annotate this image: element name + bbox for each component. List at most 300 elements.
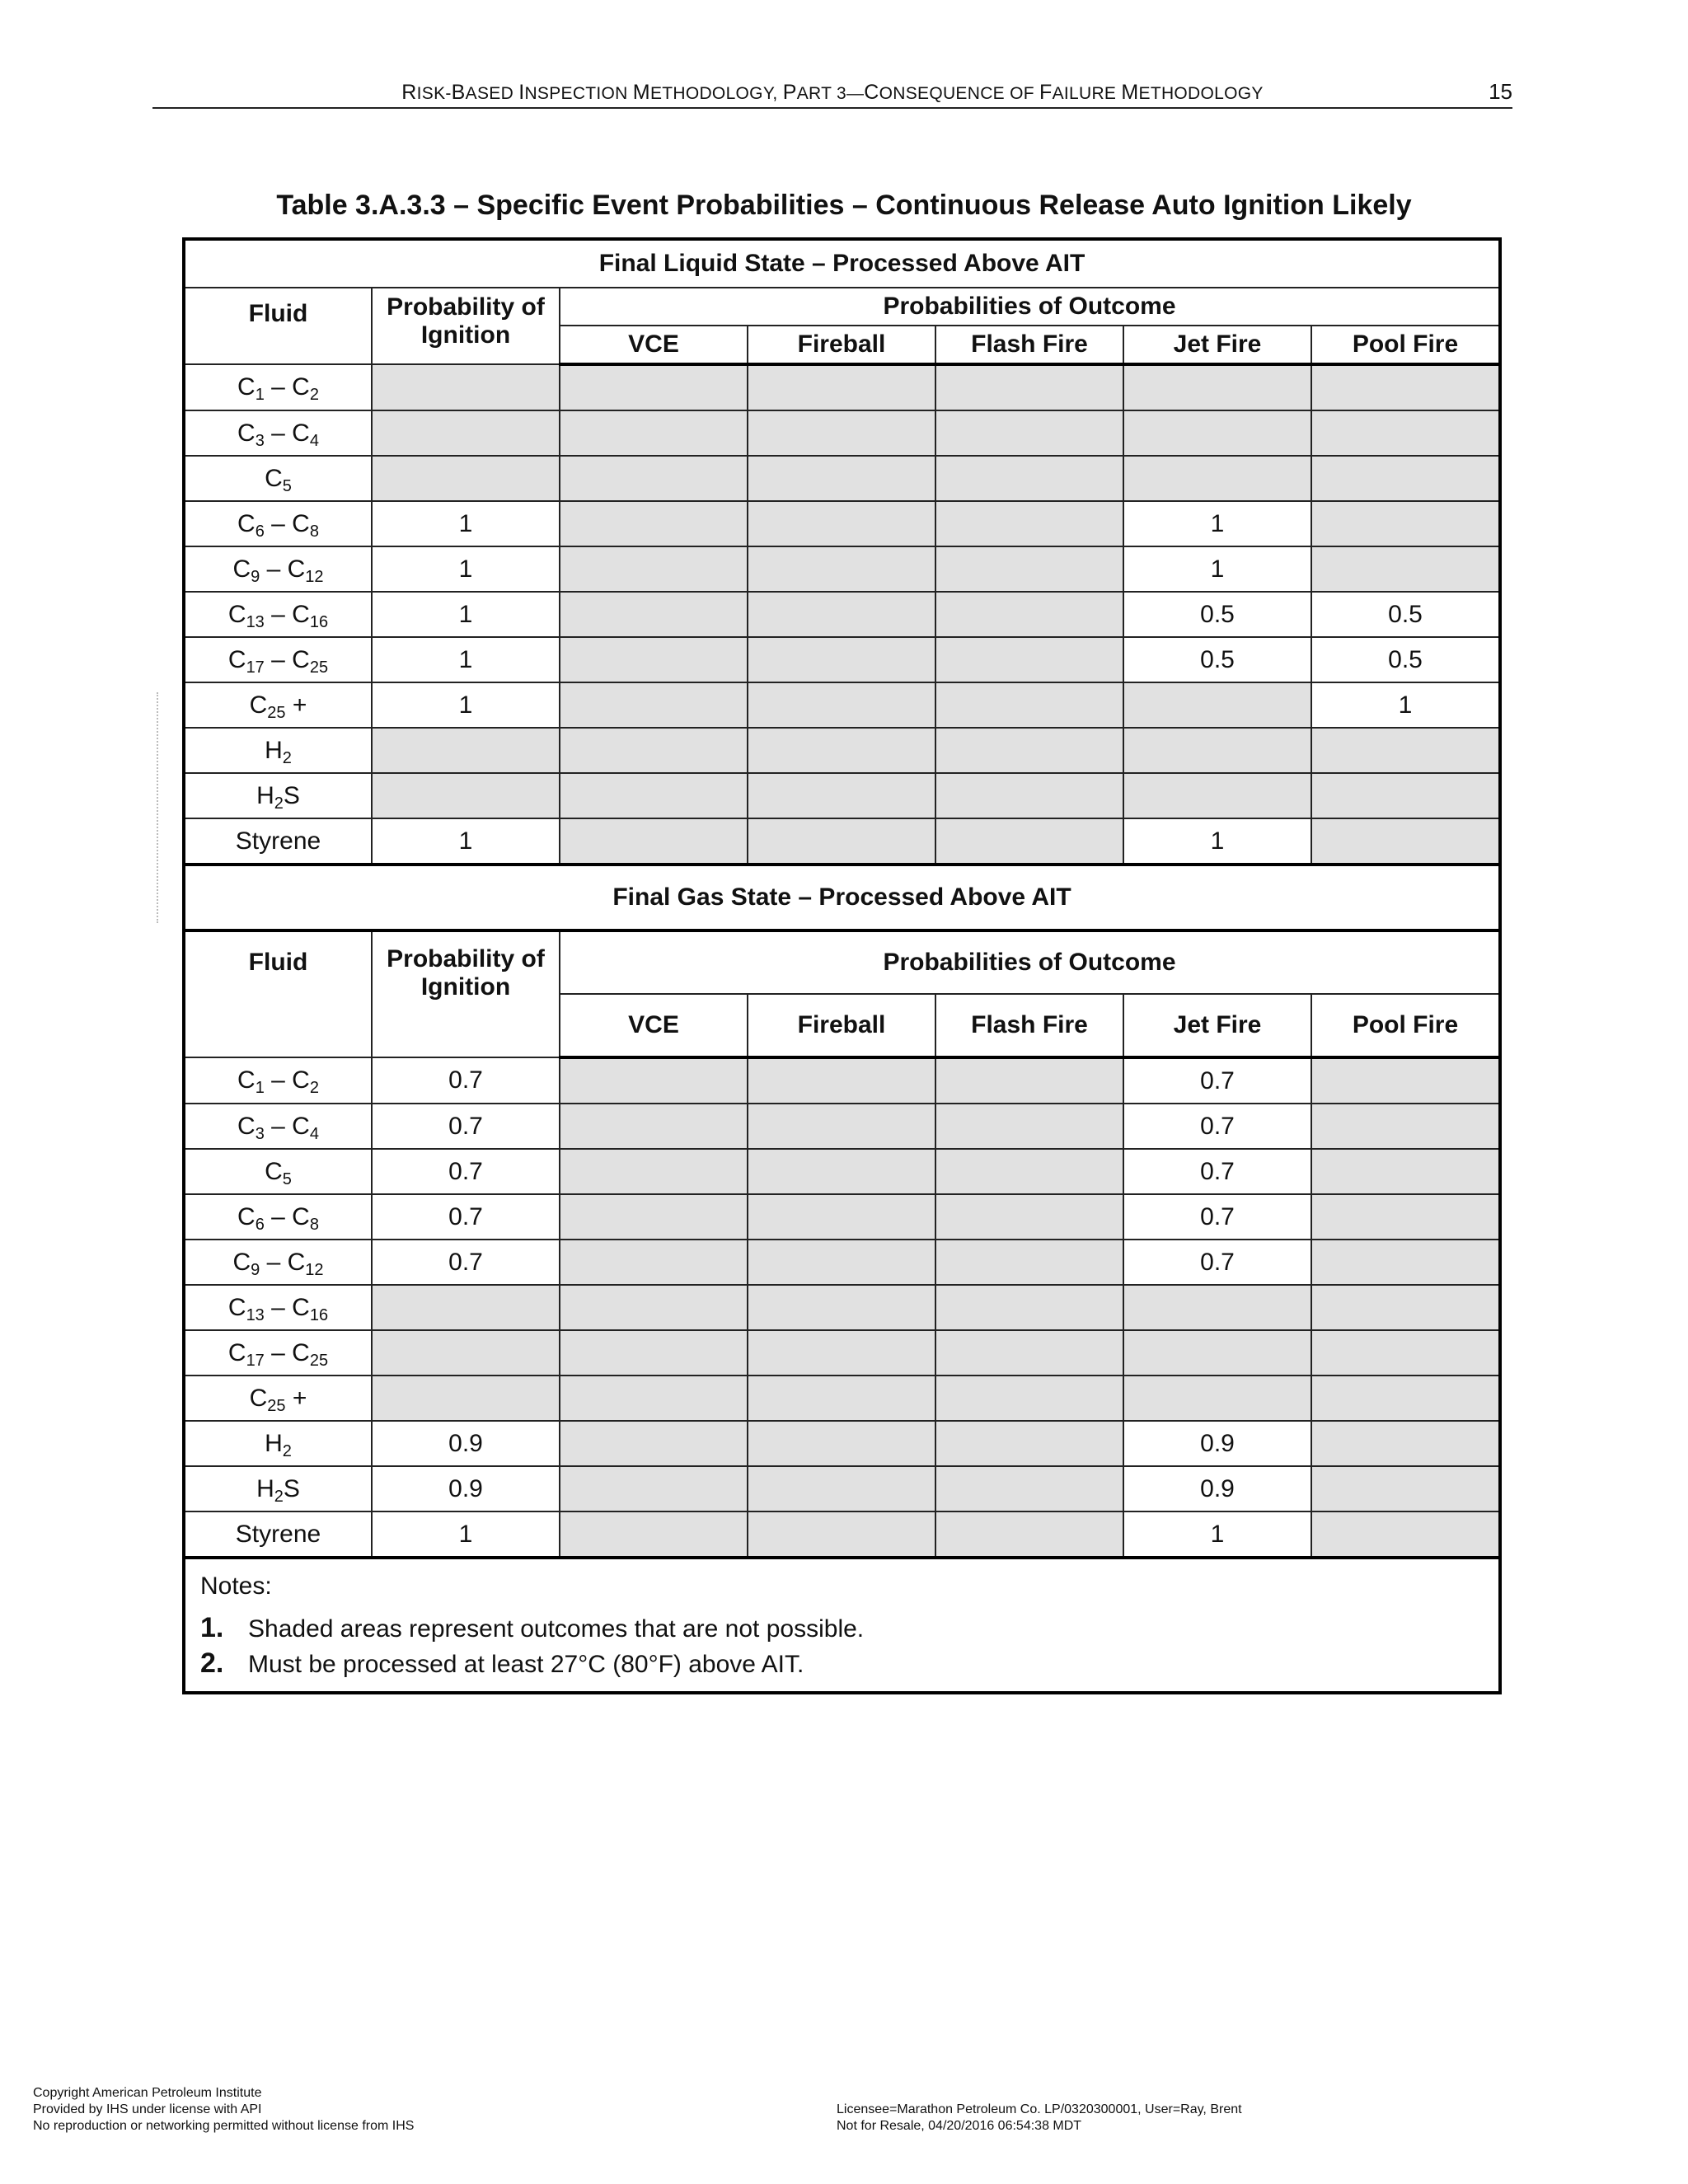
- running-header-title: [152, 81, 1512, 105]
- outcome-cell: [1311, 410, 1500, 456]
- note-text: Shaded areas represent outcomes that are not possible.: [248, 1615, 865, 1643]
- outcome-header-flash-fire: Flash Fire: [935, 326, 1123, 364]
- table-row: [184, 1511, 1500, 1558]
- table-row: [184, 501, 1500, 546]
- fluid-text: H: [265, 736, 283, 764]
- header-title-part: ETHODOLOGY: [1138, 84, 1264, 103]
- outcome-cell: [935, 456, 1123, 501]
- outcome-cell: [1311, 1330, 1500, 1376]
- outcome-cell: [1123, 1285, 1311, 1330]
- outcome-cell: [560, 773, 748, 818]
- outcome-header-pool-fire: Pool Fire: [1311, 994, 1500, 1057]
- outcome-cell: [935, 1104, 1123, 1149]
- outcome-cell: [560, 1330, 748, 1376]
- outcome-cell: [1311, 1376, 1500, 1421]
- header-title-part: ISK-: [416, 84, 452, 103]
- fluid-text: – C: [264, 419, 310, 447]
- outcome-cell: [935, 364, 1123, 410]
- fluid-cell: [184, 1057, 372, 1104]
- outcome-cell: [560, 456, 748, 501]
- outcome-cell: [748, 1104, 935, 1149]
- fluid-subscript: 6: [255, 522, 265, 541]
- table-row: [184, 1421, 1500, 1466]
- table-row: [184, 1466, 1500, 1511]
- outcome-cell: [1123, 773, 1311, 818]
- fluid-text: C: [232, 555, 251, 583]
- notes-cell: [184, 1558, 1500, 1693]
- note-item: [200, 1612, 1498, 1644]
- table-row: [184, 456, 1500, 501]
- fluid-column-header: Fluid: [184, 288, 372, 364]
- fluid-text: – C: [260, 555, 306, 583]
- fluid-subscript: 8: [309, 522, 319, 541]
- header-title-part: I: [518, 81, 525, 104]
- fluid-text: C: [237, 1066, 256, 1094]
- outcome-cell: [935, 1330, 1123, 1376]
- fluid-subscript: 13: [246, 1305, 265, 1324]
- footer-line: Copyright American Petroleum Institute: [33, 2086, 262, 2100]
- fluid-text: C: [232, 1248, 251, 1276]
- outcome-cell: 1: [1123, 546, 1311, 592]
- fluid-subscript: 25: [309, 1351, 329, 1370]
- outcome-cell: [1123, 456, 1311, 501]
- fluid-subscript: 5: [282, 1169, 292, 1188]
- fluid-subscript: 12: [305, 1260, 324, 1279]
- header-title-part: P: [782, 81, 797, 104]
- header-title-part: F: [1039, 81, 1053, 104]
- outcome-cell: [560, 1376, 748, 1421]
- probability-cell: 0.7: [372, 1240, 560, 1285]
- fluid-subscript: 17: [246, 658, 265, 677]
- fluid-subscript: 1: [255, 1079, 265, 1097]
- fluid-cell: [184, 1104, 372, 1149]
- outcome-cell: [560, 1057, 748, 1104]
- outcome-cell: [935, 773, 1123, 818]
- page-header: [152, 79, 1512, 109]
- probability-cell: [372, 773, 560, 818]
- header-title-part: M: [1121, 81, 1139, 104]
- probability-cell: 1: [372, 592, 560, 637]
- outcome-cell: [1311, 1285, 1500, 1330]
- fluid-text: – C: [264, 645, 310, 673]
- probability-header-line: Probability of: [387, 945, 545, 972]
- header-title-part: ETHODOLOGY,: [649, 84, 783, 103]
- outcome-cell: [748, 1194, 935, 1240]
- footer-line: Provided by IHS under license with API: [33, 2102, 262, 2116]
- outcome-cell: [1311, 1149, 1500, 1194]
- outcome-cell: 0.7: [1123, 1149, 1311, 1194]
- outcome-cell: [560, 682, 748, 728]
- outcome-cell: [560, 364, 748, 410]
- fluid-text: C: [237, 373, 256, 401]
- fluid-text: – C: [264, 373, 310, 401]
- fluid-column-header: Fluid: [184, 930, 372, 1057]
- probability-cell: [372, 1285, 560, 1330]
- fluid-text: – C: [264, 600, 310, 628]
- outcome-cell: [560, 728, 748, 773]
- fluid-cell: [184, 1149, 372, 1194]
- fluid-subscript: 2: [274, 1487, 284, 1506]
- outcome-cell: [748, 1421, 935, 1466]
- outcome-cell: [1311, 456, 1500, 501]
- fluid-cell: [184, 592, 372, 637]
- outcome-cell: [1311, 818, 1500, 865]
- outcome-cell: [748, 728, 935, 773]
- fluid-cell: [184, 1376, 372, 1421]
- outcome-cell: [560, 818, 748, 865]
- probability-cell: 0.7: [372, 1057, 560, 1104]
- outcome-cell: [1123, 410, 1311, 456]
- fluid-cell: [184, 546, 372, 592]
- note-number: 1.: [200, 1612, 224, 1643]
- outcome-cell: 0.7: [1123, 1240, 1311, 1285]
- outcome-cell: 0.9: [1123, 1421, 1311, 1466]
- section-title-row: [184, 239, 1500, 288]
- outcome-cell: [935, 1421, 1123, 1466]
- outcome-cell: [935, 1466, 1123, 1511]
- probability-cell: 0.7: [372, 1194, 560, 1240]
- outcome-cell: [935, 1511, 1123, 1558]
- fluid-subscript: 1: [255, 386, 265, 404]
- outcome-cell: [560, 1240, 748, 1285]
- footer-line: Licensee=Marathon Petroleum Co. LP/0320300001, User=Ray, Brent: [837, 2102, 1242, 2116]
- probability-cell: 1: [372, 682, 560, 728]
- note-item: [200, 1647, 1498, 1680]
- fluid-subscript: 17: [246, 1351, 265, 1370]
- probability-cell: [372, 410, 560, 456]
- probability-of-ignition-header: [372, 288, 560, 364]
- probability-cell: 1: [372, 637, 560, 682]
- outcome-header-vce: VCE: [560, 326, 748, 364]
- outcome-cell: [748, 818, 935, 865]
- outcome-cell: [748, 682, 935, 728]
- outcome-cell: [1311, 773, 1500, 818]
- fluid-subscript: 16: [309, 612, 329, 631]
- table-row: [184, 773, 1500, 818]
- table-row: [184, 1057, 1500, 1104]
- fluid-subscript: 2: [282, 1441, 292, 1460]
- notes-row: [184, 1558, 1500, 1693]
- outcome-cell: [935, 1057, 1123, 1104]
- header-title-part: ASED: [465, 84, 519, 103]
- probability-header-line: Ignition: [420, 321, 511, 349]
- fluid-subscript: 5: [282, 476, 292, 495]
- fluid-text: C: [237, 1202, 256, 1230]
- fluid-subscript: 13: [246, 612, 265, 631]
- probability-cell: 1: [372, 501, 560, 546]
- outcome-cell: [1123, 364, 1311, 410]
- fluid-text: – C: [264, 1066, 310, 1094]
- fluid-subscript: 25: [267, 1396, 286, 1415]
- fluid-text: Styrene: [235, 827, 321, 855]
- section-title: Final Gas State – Processed Above AIT: [184, 865, 1500, 930]
- fluid-text: C: [237, 1112, 256, 1140]
- probability-cell: [372, 364, 560, 410]
- outcome-cell: 0.7: [1123, 1194, 1311, 1240]
- outcome-cell: [1123, 728, 1311, 773]
- outcome-cell: [748, 1376, 935, 1421]
- outcome-cell: [935, 410, 1123, 456]
- fluid-text: H: [256, 1474, 274, 1502]
- fluid-text: C: [237, 509, 256, 537]
- outcome-cell: [1311, 728, 1500, 773]
- outcome-cell: [748, 1149, 935, 1194]
- fluid-text: C: [227, 1338, 246, 1366]
- table-row: [184, 364, 1500, 410]
- fluid-text: +: [285, 1384, 307, 1412]
- probability-cell: 0.7: [372, 1149, 560, 1194]
- fluid-subscript: 6: [255, 1215, 265, 1234]
- outcome-cell: [560, 1511, 748, 1558]
- section-title-row: [184, 865, 1500, 930]
- fluid-cell: [184, 364, 372, 410]
- outcome-cell: [935, 1240, 1123, 1285]
- outcome-cell: [748, 1285, 935, 1330]
- table-row: [184, 1240, 1500, 1285]
- fluid-subscript: 2: [309, 1079, 319, 1097]
- outcome-cell: [748, 1466, 935, 1511]
- table-row: [184, 1194, 1500, 1240]
- column-header-row: [184, 930, 1500, 994]
- fluid-text: S: [283, 1474, 300, 1502]
- fluid-text: S: [283, 781, 300, 809]
- fluid-cell: [184, 773, 372, 818]
- fluid-subscript: 3: [255, 1124, 265, 1143]
- outcome-cell: 1: [1123, 1511, 1311, 1558]
- note-number: 2.: [200, 1647, 224, 1679]
- outcome-cell: 0.5: [1123, 592, 1311, 637]
- fluid-subscript: 2: [274, 794, 284, 813]
- fluid-text: C: [237, 419, 256, 447]
- fluid-text: C: [227, 1293, 246, 1321]
- fluid-cell: [184, 1511, 372, 1558]
- page-number: 15: [1489, 79, 1512, 104]
- outcome-cell: [748, 773, 935, 818]
- outcome-cell: 0.5: [1123, 637, 1311, 682]
- notes-label: Notes:: [200, 1572, 272, 1600]
- outcome-cell: [1123, 1376, 1311, 1421]
- outcome-cell: [1311, 364, 1500, 410]
- header-title-part: AILURE: [1052, 84, 1122, 103]
- outcome-header-flash-fire: Flash Fire: [935, 994, 1123, 1057]
- outcome-cell: [935, 1285, 1123, 1330]
- probability-cell: [372, 1330, 560, 1376]
- table-row: [184, 410, 1500, 456]
- outcome-cell: [748, 546, 935, 592]
- fluid-subscript: 25: [309, 658, 329, 677]
- fluid-cell: [184, 1240, 372, 1285]
- probability-cell: [372, 1376, 560, 1421]
- outcome-cell: [560, 1285, 748, 1330]
- header-title-part: B: [451, 81, 466, 104]
- fluid-text: +: [285, 691, 307, 719]
- header-title-part: NSPECTION: [524, 84, 633, 103]
- outcome-cell: [1311, 1466, 1500, 1511]
- note-text: Must be processed at least 27°C (80°F) above AIT.: [248, 1651, 804, 1678]
- outcome-cell: [1311, 1194, 1500, 1240]
- fluid-cell: [184, 1285, 372, 1330]
- table-row: [184, 546, 1500, 592]
- outcome-cell: [560, 1466, 748, 1511]
- outcome-cell: [935, 1149, 1123, 1194]
- fluid-text: C: [249, 1384, 268, 1412]
- outcome-cell: [748, 410, 935, 456]
- probability-cell: 1: [372, 818, 560, 865]
- outcome-cell: [560, 592, 748, 637]
- fluid-subscript: 4: [309, 1124, 319, 1143]
- outcome-header-vce: VCE: [560, 994, 748, 1057]
- fluid-cell: [184, 1194, 372, 1240]
- probability-cell: [372, 456, 560, 501]
- outcome-cell: [560, 501, 748, 546]
- outcome-header-pool-fire: Pool Fire: [1311, 326, 1500, 364]
- outcome-cell: [560, 1421, 748, 1466]
- outcome-cell: [935, 1376, 1123, 1421]
- fluid-cell: [184, 1421, 372, 1466]
- header-title-part: ART 3—: [796, 84, 865, 103]
- outcome-cell: [935, 1194, 1123, 1240]
- fluid-text: C: [227, 600, 246, 628]
- outcome-cell: [935, 592, 1123, 637]
- fluid-subscript: 4: [309, 431, 319, 450]
- probability-cell: 1: [372, 1511, 560, 1558]
- outcome-cell: [748, 1057, 935, 1104]
- table-row: [184, 1376, 1500, 1421]
- outcome-cell: [560, 410, 748, 456]
- footer-license: [837, 2102, 1242, 2135]
- outcome-cell: 0.9: [1123, 1466, 1311, 1511]
- outcome-cell: [560, 1149, 748, 1194]
- fluid-subscript: 9: [251, 567, 260, 586]
- header-title-part: R: [401, 81, 417, 104]
- fluid-subscript: 2: [309, 386, 319, 404]
- fluid-text: C: [265, 464, 283, 492]
- outcome-cell: [560, 1104, 748, 1149]
- fluid-text: H: [265, 1429, 283, 1457]
- outcome-cell: 0.7: [1123, 1057, 1311, 1104]
- table-title: Table 3.A.3.3 – Specific Event Probabilities – Continuous Release Auto Ignition Likely: [276, 190, 1412, 221]
- outcome-header-jet-fire: Jet Fire: [1123, 326, 1311, 364]
- header-title-part: C: [864, 81, 879, 104]
- fluid-text: – C: [264, 1112, 310, 1140]
- outcome-cell: [1311, 1511, 1500, 1558]
- probabilities-of-outcome-header: Probabilities of Outcome: [560, 288, 1500, 326]
- fluid-text: C: [265, 1157, 283, 1185]
- fluid-text: C: [249, 691, 268, 719]
- fluid-text: – C: [264, 1202, 310, 1230]
- fluid-subscript: 2: [282, 748, 292, 767]
- probability-header-line: Ignition: [420, 973, 511, 1001]
- outcome-cell: [935, 546, 1123, 592]
- fluid-text: Styrene: [235, 1520, 321, 1548]
- outcome-cell: 1: [1311, 682, 1500, 728]
- outcome-cell: [1311, 1240, 1500, 1285]
- fluid-subscript: 8: [309, 1215, 319, 1234]
- outcome-cell: [935, 818, 1123, 865]
- event-probabilities-table: [182, 237, 1502, 1694]
- outcome-cell: [560, 637, 748, 682]
- header-title-part: M: [632, 81, 650, 104]
- outcome-cell: [1311, 546, 1500, 592]
- header-title-part: ONSEQUENCE OF: [879, 84, 1039, 103]
- table-row: [184, 637, 1500, 682]
- table-row: [184, 1330, 1500, 1376]
- outcome-cell: [748, 1240, 935, 1285]
- outcome-cell: [1311, 501, 1500, 546]
- outcome-cell: [560, 546, 748, 592]
- fluid-subscript: 9: [251, 1260, 260, 1279]
- outcome-cell: 1: [1123, 818, 1311, 865]
- outcome-cell: [748, 364, 935, 410]
- outcome-cell: [1123, 682, 1311, 728]
- outcome-cell: [748, 456, 935, 501]
- outcome-cell: [748, 592, 935, 637]
- outcome-cell: [1311, 1421, 1500, 1466]
- fluid-cell: [184, 728, 372, 773]
- margin-mark: [157, 692, 162, 923]
- table-row: [184, 682, 1500, 728]
- probability-cell: 1: [372, 546, 560, 592]
- fluid-text: – C: [264, 1293, 310, 1321]
- fluid-cell: [184, 501, 372, 546]
- outcome-cell: [1311, 1104, 1500, 1149]
- table-row: [184, 1285, 1500, 1330]
- outcome-cell: [935, 501, 1123, 546]
- fluid-cell: [184, 1330, 372, 1376]
- fluid-text: C: [227, 645, 246, 673]
- footer-line: Not for Resale, 04/20/2016 06:54:38 MDT: [837, 2119, 1082, 2133]
- outcome-cell: [748, 637, 935, 682]
- outcome-cell: 0.5: [1311, 592, 1500, 637]
- column-header-row: [184, 288, 1500, 326]
- table-row: [184, 592, 1500, 637]
- outcome-cell: 1: [1123, 501, 1311, 546]
- section-title: Final Liquid State – Processed Above AIT: [184, 239, 1500, 288]
- outcome-cell: [935, 637, 1123, 682]
- table-row: [184, 1104, 1500, 1149]
- outcome-cell: [1311, 1057, 1500, 1104]
- fluid-cell: [184, 410, 372, 456]
- fluid-cell: [184, 1466, 372, 1511]
- probability-cell: 0.9: [372, 1466, 560, 1511]
- fluid-text: – C: [264, 1338, 310, 1366]
- table-row: [184, 818, 1500, 865]
- outcome-cell: [748, 1330, 935, 1376]
- table-row: [184, 728, 1500, 773]
- fluid-text: H: [256, 781, 274, 809]
- fluid-text: – C: [264, 509, 310, 537]
- fluid-subscript: 3: [255, 431, 265, 450]
- outcome-header-fireball: Fireball: [748, 994, 935, 1057]
- outcome-header-jet-fire: Jet Fire: [1123, 994, 1311, 1057]
- outcome-cell: [560, 1194, 748, 1240]
- probability-cell: [372, 728, 560, 773]
- outcome-cell: [935, 682, 1123, 728]
- probability-of-ignition-header: [372, 930, 560, 1057]
- fluid-subscript: 25: [267, 703, 286, 722]
- fluid-cell: [184, 637, 372, 682]
- probability-header-line: Probability of: [387, 293, 545, 321]
- probability-cell: 0.9: [372, 1421, 560, 1466]
- fluid-subscript: 12: [305, 567, 324, 586]
- probabilities-of-outcome-header: Probabilities of Outcome: [560, 930, 1500, 994]
- outcome-cell: 0.5: [1311, 637, 1500, 682]
- fluid-cell: [184, 682, 372, 728]
- outcome-cell: [748, 501, 935, 546]
- fluid-text: – C: [260, 1248, 306, 1276]
- fluid-subscript: 16: [309, 1305, 329, 1324]
- outcome-cell: 0.7: [1123, 1104, 1311, 1149]
